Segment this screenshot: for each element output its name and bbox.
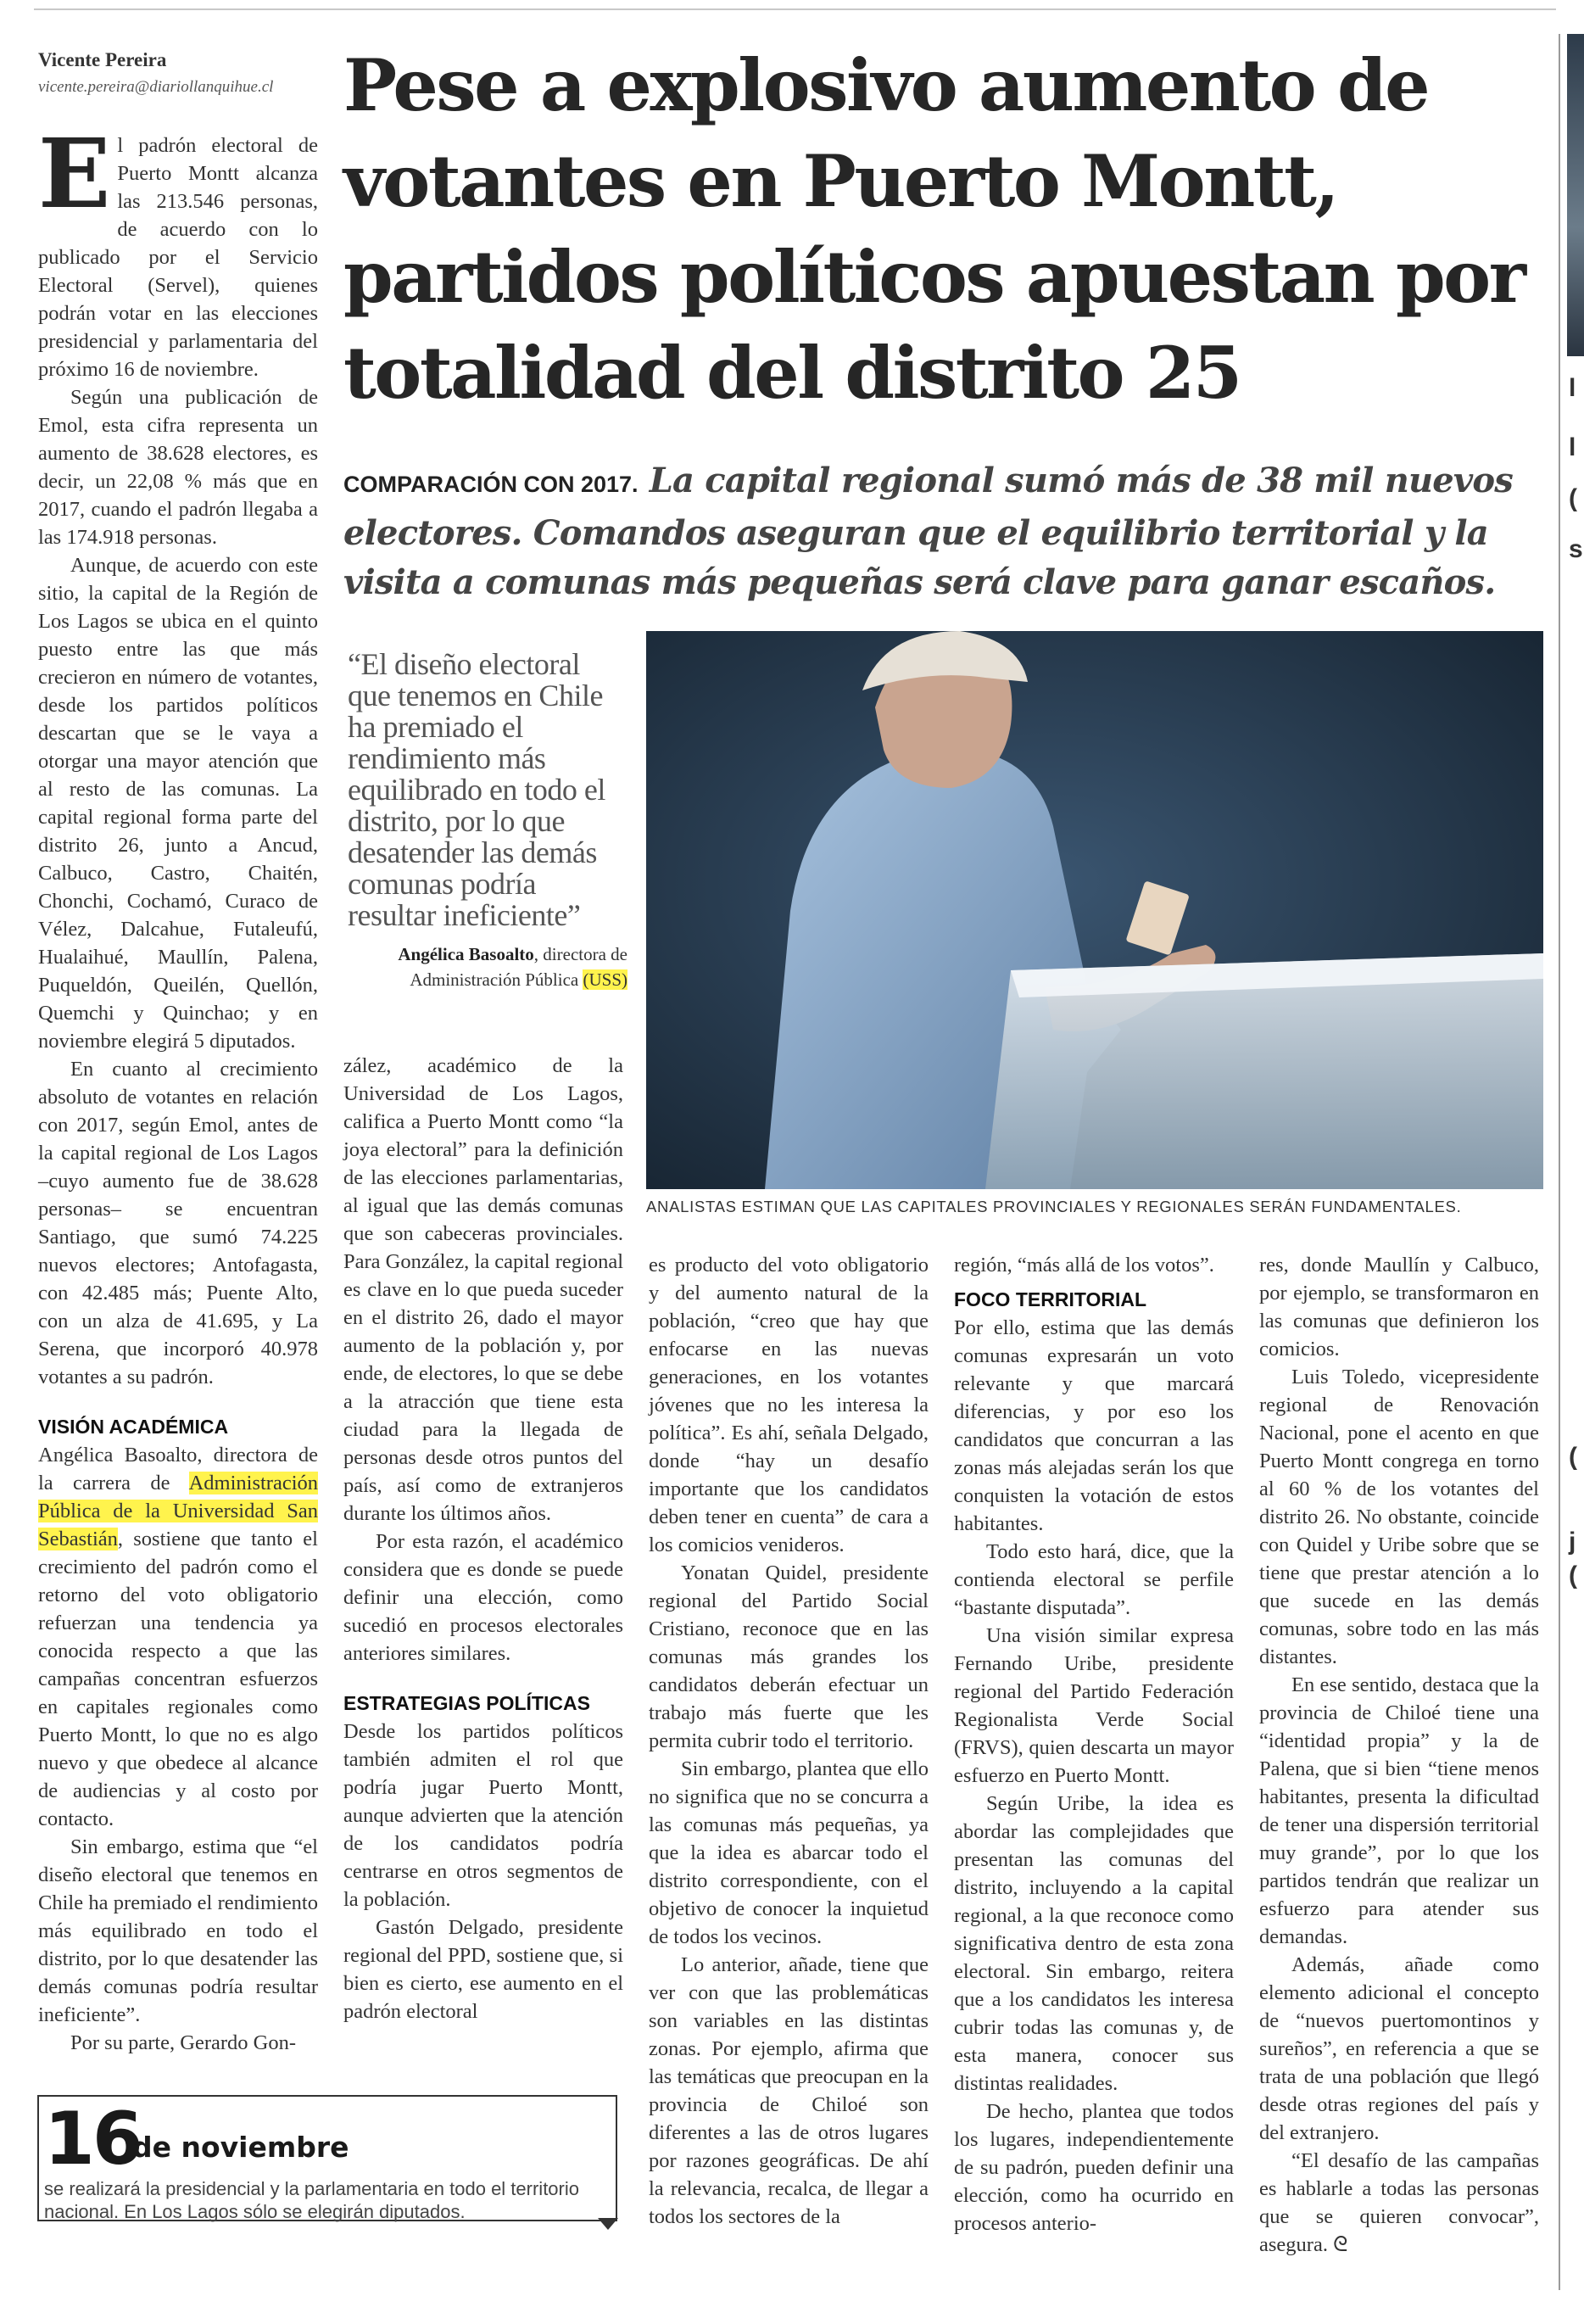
highlighted-text: Administración Pública de la Universidad San Sebastián bbox=[38, 1472, 318, 1550]
date-description: se realizará la presidencial y la parlamentaria en todo el territorio nacional. En Los Lagos sólo se elegirán diputados. bbox=[44, 2178, 579, 2222]
date-month: de noviembre bbox=[132, 2131, 349, 2164]
paragraph: Lo anterior, añade, tiene que ver con que las problemáticas son variables en las distintas zonas. Por ejemplo, afirma que las temáticas que preocupan en la provincia de Chiloé son diferentes a las de otros lugares por razones geográficas. De ahí la relevancia, recalca, de llegar a todos los sectores de la bbox=[649, 1953, 929, 2228]
paragraph: Todo esto hará, dice, que la contienda electoral se perfile “bastante disputada”. bbox=[954, 1540, 1234, 1619]
adjacent-text-fragment: l bbox=[1569, 374, 1576, 402]
paragraph: Desde los partidos políticos también admiten el rol que podría jugar Puerto Montt, aunque advierten que la atención de los candidatos podría centrarse en otros segmentos de la población. bbox=[343, 1720, 623, 1911]
subheading: ESTRATEGIAS POLÍTICAS bbox=[343, 1692, 590, 1714]
paragraph: El padrón electoral de Puerto Montt alcanza las 213.546 personas, de acuerdo con lo publicado por el Servicio Electoral (Servel), quienes podrán votar en las elecciones presidencial y parlamentaria del próximo 16 de noviembre. bbox=[38, 119, 318, 381]
adjacent-text-fragment: j bbox=[1569, 1528, 1576, 1556]
factbox-pointer-icon bbox=[598, 2218, 618, 2230]
article-column-1 bbox=[38, 119, 318, 2057]
article-column-2 bbox=[343, 1052, 623, 2025]
paragraph: “El desafío de las campañas es hablarle a todas las personas que se quieren convocar”, asegura. ᘓ bbox=[1259, 2149, 1539, 2256]
adjacent-text-fragment: ( bbox=[1569, 1561, 1577, 1589]
byline-email[interactable]: vicente.pereira@diariollanquihue.cl bbox=[38, 78, 274, 96]
article-photo bbox=[646, 631, 1543, 1189]
paragraph: Luis Toledo, vicepresidente regional de Renovación Nacional, pone el acento en que Puerto Montt congrega en torno al 60 % de los votantes del distrito 26. No obstante, coincide con Quidel y Uribe sobre que se tiene que prestar atención a lo que sucede en las demás comunas, sobre todo en las más distantes. bbox=[1259, 1366, 1539, 1668]
deck-kicker: COMPARACIÓN CON 2017. bbox=[343, 472, 639, 497]
byline-name: Vicente Pereira bbox=[38, 49, 167, 70]
deck-text: La capital regional sumó más de 38 mil nuevos electores. Comandos aseguran que el equilibrio territorial y la visita a comunas más pequeñas será clave para ganar escaños. bbox=[343, 461, 1513, 602]
highlighted-text: (USS) bbox=[583, 969, 627, 990]
paragraph: res, donde Maullín y Calbuco, por ejemplo, se transformaron en las comunas que definieron los comicios. bbox=[1259, 1254, 1539, 1360]
paragraph: Yonatan Quidel, presidente regional del Partido Social Cristiano, reconoce que en las comunas más grandes los candidatos deberán efectuar un trabajo más fuerte que les permita cubrir todo el territorio. bbox=[649, 1561, 929, 1752]
paragraph: Sin embargo, estima que “el diseño electoral que tenemos en Chile ha premiado el rendimiento más equilibrado en todo el distrito, por lo que desatender las demás comunas podría resultar ineficiente”. bbox=[38, 1835, 318, 2026]
top-rule bbox=[34, 8, 1556, 10]
voter-photo-illustration bbox=[646, 631, 1543, 1189]
paragraph: En ese sentido, destaca que la provincia de Chiloé tiene una “identidad propia” y la de Palena, que si bien “tiene menos habitantes, presenta la dificultad de tener una dispersión territorial muy grande”, por lo que los partidos tendrán que realizar un esfuerzo para atender sus demandas. bbox=[1259, 1673, 1539, 1948]
pull-quote: “El diseño electoral que tenemos en Chile ha premiado el rendimiento más equilibrado en todo el distrito, por lo que desatender las demás comunas podría resultar ineficiente” bbox=[348, 647, 605, 932]
adjacent-photo bbox=[1567, 34, 1584, 356]
adjacent-article-strip bbox=[1567, 34, 1584, 2324]
adjacent-text-fragment: l bbox=[1569, 433, 1576, 461]
pull-quote-attribution bbox=[343, 941, 627, 992]
paragraph: Además, añade como elemento adicional el concepto de “nuevos puertomontinos y sureños”, en referencia a que se trata de una población que llegó desde otras regiones del país y del extranjero. bbox=[1259, 1953, 1539, 2144]
photo-caption: ANALISTAS ESTIMAN QUE LAS CAPITALES PROVINCIALES Y REGIONALES SERÁN FUNDAMENTALES. bbox=[646, 1198, 1462, 1215]
headline: Pese a explosivo aumento de votantes en Puerto Montt, partidos políticos apuestan por totalidad del distrito 25 bbox=[343, 43, 1525, 415]
deck bbox=[343, 456, 1548, 607]
article-column-4 bbox=[954, 1251, 1234, 2237]
adjacent-text-fragment: s bbox=[1569, 535, 1583, 563]
end-mark-icon: ᘓ bbox=[1333, 2233, 1348, 2256]
paragraph: Según una publicación de Emol, esta cifra representa un aumento de 38.628 electores, es decir, un 22,08 % más que en 2017, cuando el padrón llegaba a las 174.918 personas. bbox=[38, 386, 318, 549]
paragraph: zález, académico de la Universidad de Los Lagos, califica a Puerto Montt como “la joya electoral” para la definición de las elecciones parlamentarias, al igual que las demás comunas que son cabeceras provinciales. Para González, la capital regional es clave en lo que pueda suceder en el distrito 26, dado el mayor aumento de la población y, por ende, de electores, lo que se debe a la atracción que tiene esta ciudad para la llegada de personas desde otros puntos del país, así como de extranjeros durante los últimos años. bbox=[343, 1054, 623, 1525]
quote-author: Angélica Basoalto bbox=[398, 944, 534, 964]
paragraph: región, “más allá de los votos”. bbox=[954, 1254, 1214, 1277]
paragraph: Una visión similar expresa Fernando Uribe, presidente regional del Partido Federación Regionalista Verde Social (FRVS), quien descarta un mayor esfuerzo en Puerto Montt. bbox=[954, 1624, 1234, 1787]
paragraph: De hecho, plantea que todos los lugares, independientemente de su padrón, pueden definir una elección, como ha ocurrido en procesos anterio- bbox=[954, 2100, 1234, 2235]
right-column-rule bbox=[1559, 34, 1560, 2290]
paragraph: Gastón Delgado, presidente regional del PPD, sostiene que, si bien es cierto, ese aumento en el padrón electoral bbox=[343, 1916, 623, 2023]
date-factbox bbox=[37, 2095, 617, 2221]
paragraph: es producto del voto obligatorio y del aumento natural de la población, “creo que hay que enfocarse en las nuevas generaciones, en los votantes jóvenes que no les interesa la política”. Es ahí, señala Delgado, donde “hay un desafío importante que los candidatos deben tener en cuenta” de cara a los comicios venideros. bbox=[649, 1254, 929, 1556]
paragraph: Por ello, estima que las demás comunas expresarán un voto relevante y que marcará diferencias, y por eso los candidatos que concurran a las zonas más alejadas serán los que conquisten la votación de estos habitantes. bbox=[954, 1316, 1234, 1535]
paragraph: Según Uribe, la idea es abordar las complejidades que presentan las comunas del distrito, incluyendo a la capital regional, a la que reconoce como significativa dentro de esta zona electoral. Sin embargo, reitera que a los candidatos les interesa cubrir todas las comunas y, de esta manera, conocer sus distintas realidades. bbox=[954, 1792, 1234, 2095]
article-column-5 bbox=[1259, 1251, 1539, 2259]
quote-role: , directora de Administración Pública bbox=[410, 944, 627, 990]
adjacent-text-fragment: ( bbox=[1569, 484, 1577, 512]
paragraph: Por esta razón, el académico considera que es donde se puede definir una elección, como sucedió en procesos electorales anteriores similares. bbox=[343, 1530, 623, 1665]
adjacent-text-fragment: ( bbox=[1569, 1443, 1577, 1471]
paragraph: Angélica Basoalto, directora de la carrera de Administración Pública de la Universidad San Sebastián, sostiene que tanto el crecimiento del padrón como el retorno del voto obligatorio refuerzan una tendencia ya conocida respecto a que las campañas concentran esfuerzos en capitales regionales como Puerto Montt, lo que no es algo nuevo y que obedece al alcance de audiencias y al costo por contacto. bbox=[38, 1444, 318, 1830]
subheading: VISIÓN ACADÉMICA bbox=[38, 1416, 229, 1438]
paragraph: Por su parte, Gerardo Gon- bbox=[70, 2031, 297, 2054]
paragraph: Sin embargo, plantea que ello no significa que no se concurra a las comunas más pequeñas, ya que la idea es abarcar todo el distrito correspondiente, con el objetivo de conocer la inquietud de todos los vecinos. bbox=[649, 1757, 929, 1948]
paragraph: En cuanto al crecimiento absoluto de votantes en relación con 2017, según Emol, antes de la capital regional de Los Lagos –cuyo aumento fue de 38.628 personas– se encuentran Santiago, que sumó 74.225 nuevos electores; Antofagasta, con 42.485 más; Puente Alto, con un alza de 41.695, y La Serena, que incorporó 40.978 votantes a su padrón. bbox=[38, 1058, 318, 1388]
article-column-3 bbox=[649, 1251, 929, 2231]
date-number: 16 bbox=[44, 2097, 141, 2182]
subheading: FOCO TERRITORIAL bbox=[954, 1288, 1147, 1310]
paragraph: Aunque, de acuerdo con este sitio, la capital de la Región de Los Lagos se ubica en el quinto puesto entre las que más crecieron en número de votantes, desde los partidos políticos descartan que se le vaya a otorgar una mayor atención que al resto de las comunas. La capital regional forma parte del distrito 26, junto a Ancud, Calbuco, Castro, Chaitén, Chonchi, Cochamó, Curaco de Vélez, Dalcahue, Futaleufú, Hualaihué, Maullín, Palena, Puqueldón, Queilén, Quellón, Quemchi y Quinchao; y en noviembre elegirá 5 diputados. bbox=[38, 554, 318, 1053]
drop-cap: E bbox=[38, 119, 111, 230]
